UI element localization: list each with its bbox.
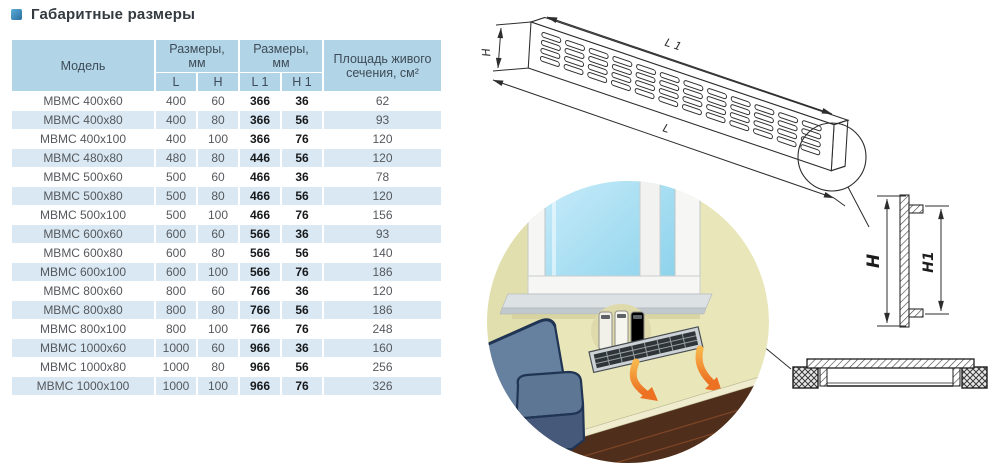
col-group-sizes-inner: Размеры, мм — [240, 40, 322, 72]
table-row: МВМС 480x80 480 80 446 56 120 — [12, 149, 441, 167]
section-title — [11, 6, 195, 23]
label-l1: L 1 — [663, 35, 684, 54]
cell-model: МВМС 400x80 — [12, 111, 154, 129]
table-row: МВМС 1000x60 1000 60 966 36 160 — [12, 339, 441, 357]
cell-model: МВМС 600x100 — [12, 263, 154, 281]
bullet-square-icon — [11, 9, 22, 20]
col-header-area: Площадь живого сечения, см² — [324, 40, 441, 91]
cell-model: МВМС 600x80 — [12, 244, 154, 262]
dimension-h — [493, 22, 531, 71]
table-row: МВМС 800x80 800 80 766 56 186 — [12, 301, 441, 319]
table-row: МВМС 400x100 400 100 366 76 120 — [12, 130, 441, 148]
cell-model: МВМС 500x80 — [12, 187, 154, 205]
cell-model: МВМС 800x100 — [12, 320, 154, 338]
table-row: МВМС 800x100 800 100 766 76 248 — [12, 320, 441, 338]
col-header-model: Модель — [12, 40, 154, 91]
table-row: МВМС 600x80 600 80 566 56 140 — [12, 244, 441, 262]
label-section-h1: H1 — [921, 251, 937, 273]
cell-model: МВМС 800x60 — [12, 282, 154, 300]
cell-model: МВМС 480x80 — [12, 149, 154, 167]
label-section-h: H — [864, 253, 884, 269]
table-row: МВМС 400x80 400 80 366 56 93 — [12, 111, 441, 129]
col-header-h1: H 1 — [282, 73, 322, 91]
cell-model: МВМС 400x60 — [12, 92, 154, 110]
cell-model: МВМС 600x60 — [12, 225, 154, 243]
cell-model: МВМС 1000x80 — [12, 358, 154, 376]
table-row: МВМС 800x60 800 60 766 36 120 — [12, 282, 441, 300]
table-row: МВМС 500x80 500 80 466 56 120 — [12, 187, 441, 205]
cell-model: МВМС 800x80 — [12, 301, 154, 319]
dimensions-table — [10, 39, 443, 396]
section-title-text: Габаритные размеры — [31, 6, 196, 23]
cell-model: МВМС 400x100 — [12, 130, 154, 148]
section-profile-drawing — [757, 341, 987, 388]
dimension-l-ext — [834, 198, 845, 206]
table-row: МВМС 400x60 400 60 366 36 62 — [12, 92, 441, 110]
label-h: H — [479, 47, 494, 58]
col-group-sizes-outer: Размеры, мм — [156, 40, 238, 72]
table-row: МВМС 600x60 600 60 566 36 93 — [12, 225, 441, 243]
table-row: МВМС 500x100 500 100 466 76 156 — [12, 206, 441, 224]
detail-leader-line — [848, 187, 869, 227]
table-row: МВМС 600x100 600 100 566 76 186 — [12, 263, 441, 281]
col-header-l: L — [156, 73, 196, 91]
table-row: МВМС 1000x100 1000 100 966 76 326 — [12, 377, 441, 395]
installation-illustration — [466, 155, 769, 464]
cell-model: МВМС 1000x100 — [12, 377, 154, 395]
table-row: МВМС 500x60 500 60 466 36 78 — [12, 168, 441, 186]
grille-isometric-drawing — [528, 13, 848, 175]
cell-model: МВМС 500x100 — [12, 206, 154, 224]
section-h-h1-drawing — [864, 195, 949, 327]
label-l: L — [661, 121, 672, 136]
table-row: МВМС 1000x80 1000 80 966 56 256 — [12, 358, 441, 376]
cell-model: МВМС 1000x60 — [12, 339, 154, 357]
col-header-h: H — [198, 73, 238, 91]
technical-drawing-panel — [460, 0, 1001, 464]
col-header-l1: L 1 — [240, 73, 280, 91]
window — [528, 155, 700, 294]
cell-model: МВМС 500x60 — [12, 168, 154, 186]
